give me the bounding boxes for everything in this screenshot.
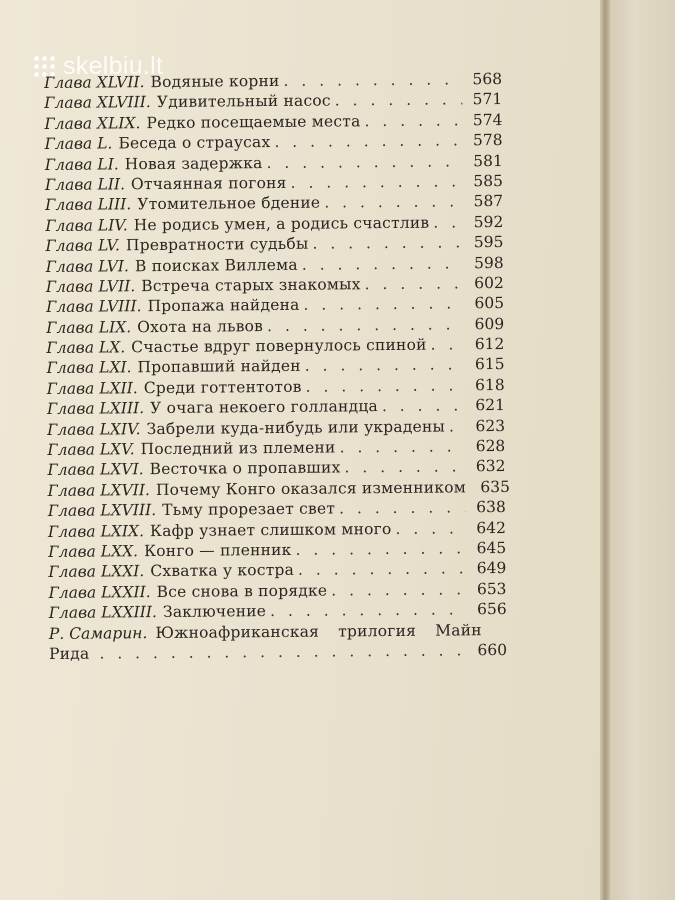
chapter-title: Водяные корни <box>150 71 280 92</box>
leader-dots <box>335 91 463 110</box>
page-number: 598 <box>473 253 504 272</box>
leader-dots <box>431 335 465 353</box>
chapter-number: Глава LXIII. <box>46 399 145 419</box>
page-number: 578 <box>472 131 503 150</box>
leader-dots <box>395 519 466 538</box>
leader-dots <box>306 376 465 395</box>
leader-dots <box>324 193 463 212</box>
chapter-number: Глава LXVII. <box>47 480 150 500</box>
afterword-title-continued: Рида <box>48 644 90 663</box>
chapter-number: Глава LII. <box>44 175 126 194</box>
chapter-number: Глава LIV. <box>45 216 128 235</box>
page-number: 587 <box>473 192 504 211</box>
leader-dots <box>99 641 467 662</box>
chapter-title: Весточка о пропавших <box>149 458 341 479</box>
page-number: 635 <box>480 477 511 497</box>
chapter-title: Схватка у костра <box>150 561 295 581</box>
page-number: 623 <box>475 416 506 435</box>
page-number: 581 <box>473 151 503 170</box>
page-number: 571 <box>472 90 503 109</box>
page-number: 649 <box>476 559 507 578</box>
chapter-title: Редко посещаемые места <box>146 112 361 132</box>
page-number: 645 <box>476 538 507 558</box>
page-number: 653 <box>476 579 507 599</box>
page-number: 574 <box>472 110 503 130</box>
leader-dots <box>295 539 466 558</box>
page-number: 605 <box>474 294 505 313</box>
chapter-title: Превратности судьбы <box>125 234 309 255</box>
leader-dots <box>449 417 465 435</box>
chapter-title: Заключение <box>162 602 267 622</box>
chapter-title: Не родись умен, а родись счастлив <box>133 213 430 234</box>
chapter-number: Глава XLVII. <box>44 73 145 92</box>
page-number: 568 <box>472 70 503 89</box>
chapter-number: Глава LVI. <box>45 256 130 276</box>
page-number: 618 <box>475 375 505 395</box>
afterword-entry-continued <box>49 641 507 669</box>
chapter-title: Все снова в порядке <box>156 581 328 601</box>
leader-dots <box>291 172 464 192</box>
page-number: 638 <box>476 498 506 517</box>
chapter-number: Глава LXV. <box>47 440 135 460</box>
page-number: 595 <box>473 233 504 252</box>
chapter-title: Счастье вдруг повернулось спиной <box>131 335 427 357</box>
chapter-number: Глава LXI. <box>46 358 132 378</box>
chapter-number: Глава LV. <box>45 236 121 256</box>
chapter-title: Забрели куда-нибудь или украдены <box>146 417 446 438</box>
leader-dots <box>305 356 465 375</box>
leader-dots <box>365 274 464 293</box>
chapter-title: Удивительный насос <box>156 91 331 112</box>
chapter-number: Глава LXIX. <box>47 521 145 541</box>
leader-dots <box>433 213 463 231</box>
chapter-number: Глава L. <box>44 134 113 154</box>
page-number: 609 <box>474 314 505 333</box>
chapter-number: Глава LXIV. <box>47 419 141 439</box>
chapter-number: Глава XLVIII. <box>44 93 151 113</box>
chapter-title: Конго — пленник <box>143 540 292 561</box>
chapter-number: Глава LXX. <box>48 542 139 561</box>
page-number: 602 <box>474 273 504 293</box>
chapter-title: Утомительное бдение <box>137 193 321 214</box>
page-number: 656 <box>477 600 507 619</box>
chapter-title: Пропавший найден <box>137 357 301 377</box>
chapter-title: В поисках Виллема <box>134 255 298 275</box>
chapter-title: Тьму прорезает свет <box>162 499 336 520</box>
chapter-number: Глава LIX. <box>46 317 132 337</box>
leader-dots <box>312 233 463 252</box>
page-number: 612 <box>474 335 505 354</box>
page-number: 621 <box>475 396 505 415</box>
afterword-author: Р. Самарин. <box>48 623 148 643</box>
page-number: 615 <box>474 355 505 374</box>
leader-dots <box>339 499 466 518</box>
page-number: 632 <box>475 457 506 476</box>
leader-dots <box>303 295 464 314</box>
leader-dots <box>267 315 464 335</box>
chapter-number: Глава LI. <box>44 154 119 174</box>
chapter-number: Глава LX. <box>46 338 126 358</box>
page-number: 642 <box>476 518 507 537</box>
leader-dots <box>283 70 462 90</box>
chapter-title: Беседа о страусах <box>118 133 271 153</box>
chapter-title: Пропажа найдена <box>147 296 300 316</box>
leader-dots <box>364 111 462 130</box>
chapter-number: Глава LIII. <box>45 195 132 215</box>
afterword-title: Южноафриканская трилогия Майн <box>155 620 482 642</box>
leader-dots <box>266 152 462 172</box>
chapter-number: Глава LXXIII. <box>48 603 158 623</box>
leader-dots <box>344 458 465 477</box>
chapter-title: Отчаянная погоня <box>130 173 287 194</box>
chapter-title: Встреча старых знакомых <box>141 275 361 296</box>
leader-dots <box>302 254 464 273</box>
watermark-text: skelbiu.lt <box>63 52 164 80</box>
leader-dots <box>274 132 462 152</box>
chapter-number: Глава LXVI. <box>47 460 144 480</box>
page-number: 660 <box>477 640 508 660</box>
page-number: 592 <box>473 212 504 231</box>
chapter-number: Глава XLIX. <box>44 113 141 133</box>
facing-page <box>610 0 675 900</box>
chapter-title: У очага некоего голландца <box>150 397 378 418</box>
chapter-number: Глава LVIII. <box>45 297 142 317</box>
leader-dots <box>331 580 466 599</box>
table-of-contents <box>44 70 511 669</box>
leader-dots <box>298 560 466 579</box>
chapter-title: Почему Конго оказался изменником <box>155 478 467 499</box>
chapter-number: Глава LXXI. <box>48 562 145 582</box>
chapter-number: Глава LXVIII. <box>47 501 157 521</box>
leader-dots <box>339 437 465 456</box>
book-gutter <box>600 0 610 900</box>
page-number: 585 <box>473 171 504 191</box>
chapter-number: Глава LXXII. <box>48 582 151 602</box>
chapter-title: Новая задержка <box>124 153 263 173</box>
leader-dots <box>270 600 467 620</box>
chapter-number: Глава LXII. <box>46 379 138 398</box>
page-number: 628 <box>475 437 506 456</box>
leader-dots <box>382 397 465 416</box>
chapter-title: Охота на львов <box>137 316 264 336</box>
chapter-number: Глава LVII. <box>45 277 136 296</box>
chapter-title: Кафр узнает слишком много <box>149 519 392 540</box>
chapter-title: Последний из племени <box>140 438 336 459</box>
chapter-title: Среди готтентотов <box>143 377 302 398</box>
